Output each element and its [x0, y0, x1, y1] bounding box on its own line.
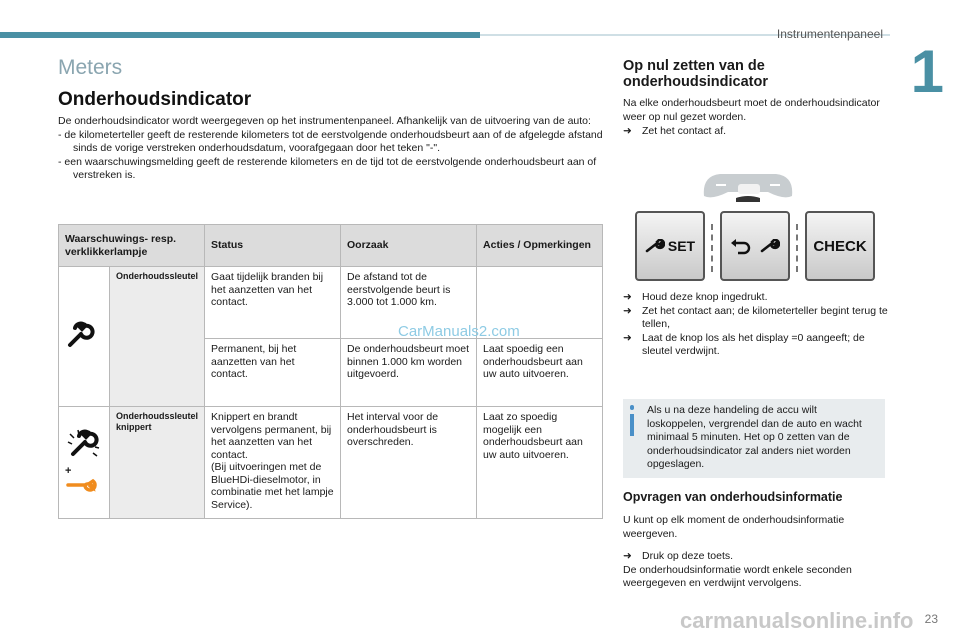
arrow-icon: ➜ — [623, 331, 632, 344]
watermark-carmanuals2: CarManuals2.com — [398, 323, 520, 340]
step-item — [623, 291, 888, 305]
step-item — [623, 331, 888, 359]
dash-divider — [711, 224, 713, 272]
wrench-icon — [760, 239, 780, 253]
status-cell — [205, 407, 341, 519]
lamp-label: Onderhoudssleutel — [110, 267, 205, 407]
reset-intro: Na elke onderhoudsbeurt moet de onderhoudsindicator weer op nul gezet worden. — [623, 97, 880, 123]
wrench-icon — [59, 267, 110, 407]
watermark-carmanualsonline: carmanualsonline.info — [680, 608, 914, 633]
arrow-icon: ➜ — [623, 550, 632, 562]
check-label: CHECK — [813, 237, 867, 255]
step-text: Zet het contact aan; de kilometerteller begint terug te tellen, — [642, 304, 888, 331]
dash-divider — [796, 224, 798, 272]
cause-cell: De afstand tot de eerstvolgende beurt is 3.000 tot 1.000 km. — [341, 267, 477, 339]
query-result: De onderhoudsinformatie wordt enkele seconden weergegeven en verdwijnt vervolgens. — [623, 563, 852, 590]
action-cell: Laat zo spoedig mogelijk een onderhoudsbeurt aan uw auto uitvoeren. — [477, 407, 603, 519]
arrow-icon: ➜ — [623, 125, 632, 137]
plus-sign: + — [65, 464, 72, 477]
reset-button[interactable] — [720, 211, 790, 281]
steering-wheel-icon — [698, 170, 798, 204]
warning-lamp-table — [58, 224, 603, 519]
query-steps — [623, 550, 888, 591]
info-note-box — [623, 399, 885, 478]
status-text: Knippert en brandt vervolgens permanent, bij het aanzetten van het contact. — [211, 411, 332, 461]
intro-bullet-2: - een waarschuwingsmelding geeft de resterende kilometers en de tijd tot de eerstvolgende onderhoudsbeurt aan of verstreken is. — [58, 155, 597, 182]
table-row — [59, 267, 603, 339]
chapter-number: 1 — [910, 38, 944, 105]
orange-wrench-icon — [65, 476, 97, 494]
arrow-icon: ➜ — [623, 291, 632, 303]
meters-title: Meters — [58, 56, 123, 79]
reset-step-1-text: Zet het contact af. — [642, 125, 727, 137]
flashing-wrench-icon — [59, 407, 110, 519]
reset-heading: Op nul zetten van de onderhoudsindicator — [623, 58, 768, 90]
step-text: Laat de knop los als het display =0 aangeeft; de sleutel verdwijnt. — [642, 331, 865, 358]
table-row — [59, 407, 603, 519]
status-note: (Bij uitvoeringen met de BlueHDi-dieselmotor, in combinatie met het lampje Service). — [211, 461, 334, 511]
col-header-cause: Oorzaak — [341, 225, 477, 267]
check-button[interactable] — [805, 211, 875, 281]
info-icon — [630, 405, 634, 471]
main-heading: Onderhoudsindicator — [58, 89, 252, 110]
set-button-content — [645, 238, 695, 254]
step-text: Houd deze knop ingedrukt. — [642, 291, 768, 303]
table-header-row — [59, 225, 603, 267]
col-header-lamp: Waarschuwings- resp. verklikkerlampje — [59, 225, 205, 267]
status-cell: Gaat tijdelijk branden bij het aanzetten van het contact. — [205, 267, 341, 339]
header-accent-bar — [0, 32, 480, 38]
col-header-status: Status — [205, 225, 341, 267]
status-cell: Permanent, bij het aanzetten van het contact. — [205, 339, 341, 407]
col-header-actions: Acties / Opmerkingen — [477, 225, 603, 267]
set-button[interactable] — [635, 211, 705, 281]
step-item — [623, 304, 888, 332]
cause-cell: Het interval voor de onderhoudsbeurt is overschreden. — [341, 407, 477, 519]
action-cell: Laat spoedig een onderhoudsbeurt aan uw auto uitvoeren. — [477, 339, 603, 407]
query-step — [623, 550, 888, 564]
page-number: 23 — [924, 612, 938, 626]
query-heading: Opvragen van onderhoudsinformatie — [623, 490, 843, 504]
lamp-label: Onderhoudssleutel knippert — [110, 407, 205, 519]
set-label: SET — [667, 238, 696, 254]
cause-cell: De onderhoudsbeurt moet binnen 1.000 km worden uitgevoerd. — [341, 339, 477, 407]
query-step-text: Druk op deze toets. — [642, 550, 734, 562]
info-text: Als u na deze handeling de accu wilt loskoppelen, vergrendel dan de auto en wacht minimaal 5 minuten. Het op 0 zetten van de onderhoudsindicator zal anders niet worden opgeslagen. — [647, 404, 862, 471]
reset-step-1 — [623, 125, 888, 139]
reset-steps — [623, 291, 888, 359]
query-text: U kunt op elk moment de onderhoudsinformatie weergeven. — [623, 514, 845, 540]
intro-text-block — [58, 115, 603, 183]
section-title: Instrumentenpaneel — [776, 27, 883, 41]
reset-button-content — [730, 237, 780, 255]
arrow-icon: ➜ — [623, 304, 632, 317]
undo-arrow-icon — [730, 237, 752, 255]
wrench-icon — [645, 239, 665, 253]
intro-paragraph: De onderhoudsindicator wordt weergegeven op het instrumentenpaneel. Afhankelijk van de uitvoering van de auto: — [58, 115, 591, 127]
intro-bullet-1: - de kilometerteller geeft de resterende kilometers tot de eerstvolgende onderhoudsbeurt aan of de afgelegde afstand sinds de vorige verstreken onderhoudsdatum, voorafgegaan door het teken "-". — [58, 128, 603, 155]
